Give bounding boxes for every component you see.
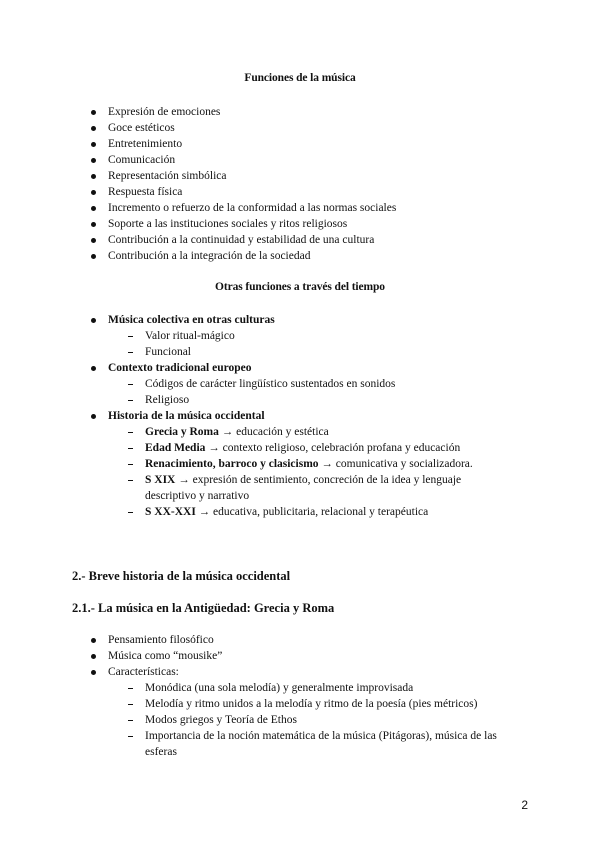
bullet bbox=[91, 142, 96, 147]
dash bbox=[128, 480, 133, 481]
sub-item bbox=[145, 456, 473, 472]
era-desc: → comunicativa y socializadora. bbox=[318, 458, 473, 470]
dash bbox=[128, 336, 133, 337]
sub-item: Importancia de la noción matemática de la música (Pitágoras), música de las bbox=[145, 730, 497, 742]
list-item: Entretenimiento bbox=[108, 138, 183, 150]
era-desc: → educación y estética bbox=[218, 426, 329, 438]
bullet bbox=[91, 654, 96, 659]
bullet bbox=[91, 318, 96, 323]
list-item-history: Historia de la música occidental bbox=[108, 410, 265, 422]
dash bbox=[128, 384, 133, 385]
bullet bbox=[91, 414, 96, 419]
era-label: Grecia y Roma bbox=[145, 426, 219, 438]
dash bbox=[128, 688, 133, 689]
list-item: Pensamiento filosófico bbox=[108, 634, 214, 646]
sub-item: Religioso bbox=[145, 394, 190, 406]
bullet bbox=[91, 126, 96, 131]
bullet bbox=[91, 638, 96, 643]
era-label: Edad Media bbox=[145, 442, 206, 454]
dash bbox=[128, 736, 133, 737]
dash bbox=[128, 432, 133, 433]
bullet bbox=[91, 190, 96, 195]
list-item: Expresión de emociones bbox=[108, 106, 221, 118]
bullet bbox=[91, 238, 96, 243]
list-item: Contribución a la integración de la sociedad bbox=[108, 250, 311, 262]
era-label: S XIX bbox=[145, 474, 176, 486]
bullet bbox=[91, 158, 96, 163]
bullet bbox=[91, 110, 96, 115]
title-functions: Funciones de la música bbox=[244, 72, 356, 84]
list-item: Incremento o refuerzo de la conformidad a las normas sociales bbox=[108, 202, 397, 214]
list-item-collective: Música colectiva en otras culturas bbox=[108, 314, 275, 326]
list-item: Goce estéticos bbox=[108, 122, 175, 134]
bullet bbox=[91, 670, 96, 675]
list-item-traditional: Contexto tradicional europeo bbox=[108, 362, 252, 374]
era-label: Renacimiento, barroco y clasicismo bbox=[145, 458, 319, 470]
sub-item bbox=[145, 504, 428, 520]
dash bbox=[128, 704, 133, 705]
sub-item: Melodía y ritmo unidos a la melodía y ritmo de la poesía (pies métricos) bbox=[145, 698, 478, 710]
list-item: Respuesta física bbox=[108, 186, 183, 198]
bullet bbox=[91, 222, 96, 227]
era-desc: → expresión de sentimiento, concreción de la idea y lenguaje bbox=[175, 474, 462, 486]
list-item: Comunicación bbox=[108, 154, 176, 166]
sub-item: Códigos de carácter lingüístico sustentados en sonidos bbox=[145, 378, 396, 390]
bullet bbox=[91, 366, 96, 371]
dash bbox=[128, 512, 133, 513]
era-desc: → contexto religioso, celebración profana y educación bbox=[205, 442, 461, 454]
sub-item: Monódica (una sola melodía) y generalmente improvisada bbox=[145, 682, 414, 694]
dash bbox=[128, 352, 133, 353]
sub-item bbox=[145, 472, 461, 488]
sub-item: Funcional bbox=[145, 346, 191, 358]
era-desc: → educativa, publicitaria, relacional y terapéutica bbox=[195, 506, 429, 518]
section-heading: 2.- Breve historia de la música occidental bbox=[72, 569, 291, 583]
dash bbox=[128, 448, 133, 449]
sub-item: Modos griegos y Teoría de Ethos bbox=[145, 714, 297, 726]
bullet bbox=[91, 174, 96, 179]
dash bbox=[128, 400, 133, 401]
list-item: Representación simbólica bbox=[108, 170, 227, 182]
title-other-functions: Otras funciones a través del tiempo bbox=[215, 281, 385, 293]
list-item: Soporte a las instituciones sociales y ritos religiosos bbox=[108, 218, 348, 230]
list-item: Características: bbox=[108, 666, 179, 678]
page-number: 2 bbox=[521, 798, 528, 812]
dash bbox=[128, 464, 133, 465]
sub-item bbox=[145, 440, 460, 456]
bullet bbox=[91, 254, 96, 259]
list-item: Contribución a la continuidad y estabilidad de una cultura bbox=[108, 234, 375, 246]
sub-item: Valor ritual-mágico bbox=[145, 330, 235, 342]
list-item: Música como “mousike” bbox=[108, 650, 223, 662]
sub-item-continuation: descriptivo y narrativo bbox=[145, 490, 250, 502]
era-label: S XX-XXI bbox=[145, 506, 196, 518]
bullet bbox=[91, 206, 96, 211]
subsection-heading: 2.1.- La música en la Antigüedad: Grecia y Roma bbox=[72, 601, 335, 615]
sub-item-continuation: esferas bbox=[145, 746, 177, 758]
sub-item bbox=[145, 424, 329, 440]
dash bbox=[128, 720, 133, 721]
